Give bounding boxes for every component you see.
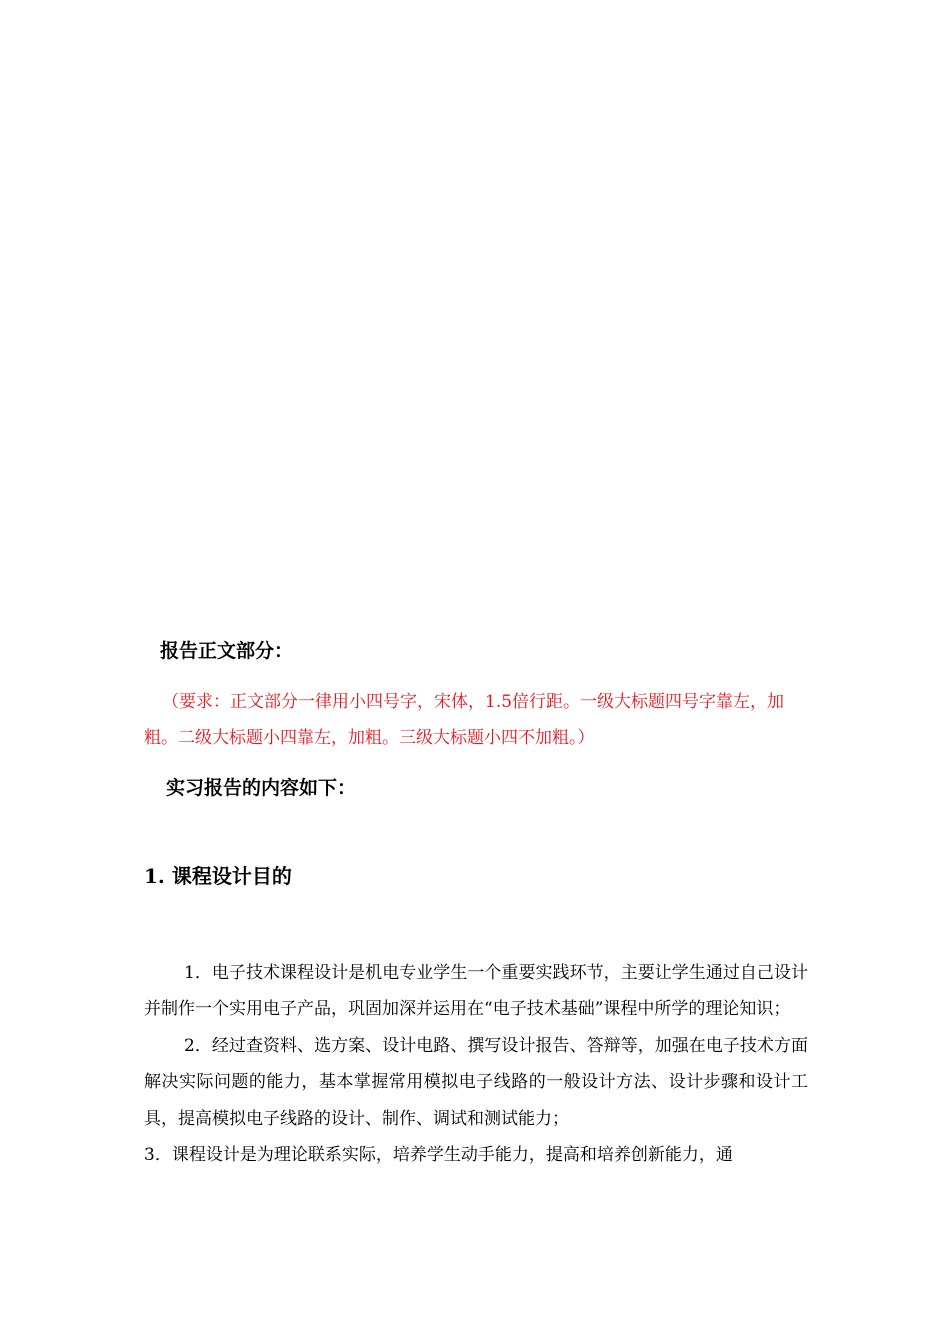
paragraph: 3．课程设计是为理论联系实际，培养学生动手能力，提高和培养创新能力，通 (144, 1145, 733, 1166)
level-1-heading: 1. 课程设计目的 (144, 864, 292, 888)
body-text (144, 955, 808, 1173)
section-heading: 报告正文部分： (160, 640, 294, 662)
paragraph: 1．电子技术课程设计是机电专业学生一个重要实践环节，主要让学生通过自己设计并制作一个实用电子产品，巩固加深并运用在“电子技术基础”课程中所学的理论知识； (144, 963, 808, 1020)
paragraph: 2．经过查资料、选方案、设计电路、撰写设计报告、答辩等，加强在电子技术方面解决实际问题的能力，基本掌握常用模拟电子线路的一般设计方法、设计步骤和设计工具，提高模拟电子线路的设计、制作、调试和测试能力； (144, 1035, 808, 1129)
content-intro-heading: 实习报告的内容如下： (166, 777, 357, 799)
formatting-requirement-note: （要求：正文部分一律用小四号字，宋体，1.5倍行距。一级大标题四号字靠左，加粗。二级大标题小四靠左，加粗。三级大标题小四不加粗。） (144, 692, 785, 748)
